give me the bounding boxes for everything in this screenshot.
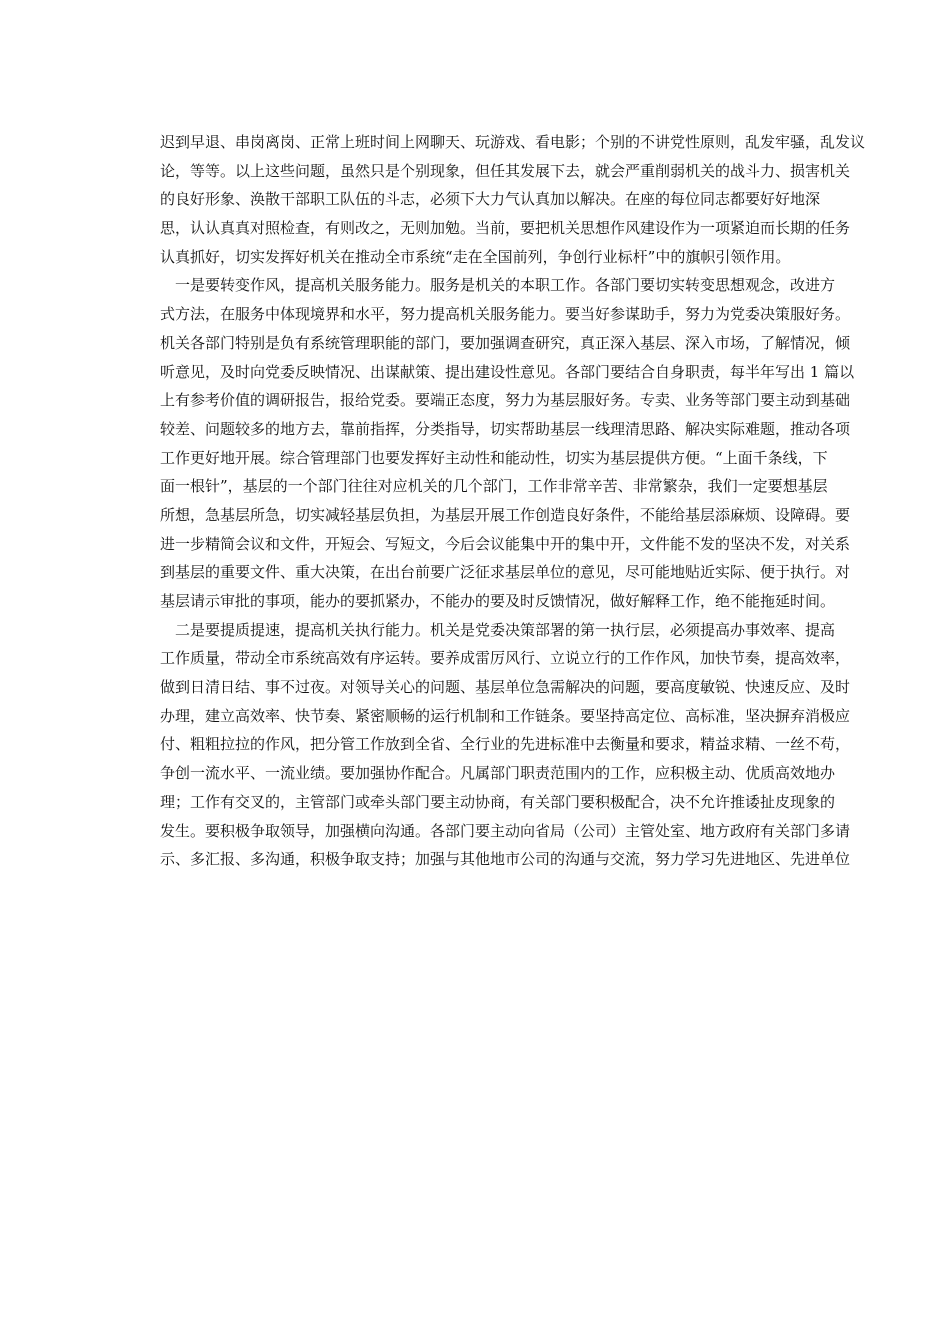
text-line: 机关各部门特别是负有系统管理职能的部门，要加强调查研究，真正深入基层、深入市场，了解情况，倾 — [160, 333, 851, 352]
text-line: 到基层的重要文件、重大决策，在出台前要广泛征求基层单位的意见，尽可能地贴近实际、便于执行。对 — [160, 563, 851, 582]
text-line: 面一根针”，基层的一个部门往往对应机关的几个部门，工作非常辛苦、非常繁杂，我们一定要想基层 — [160, 477, 828, 496]
text-line: 理；工作有交叉的，主管部门或牵头部门要主动协商，有关部门要积极配合，决不允许推诿扯皮现象的 — [160, 792, 836, 811]
paragraph-start-line: 一是要转变作风，提高机关服务能力。服务是机关的本职工作。各部门要切实转变思想观念，改进方 — [175, 276, 836, 295]
text-line: 论，等等。以上这些问题，虽然只是个别现象，但任其发展下去，就会严重削弱机关的战斗力、损害机关 — [160, 161, 851, 180]
text-line: 所想，急基层所急，切实减轻基层负担，为基层开展工作创造良好条件，不能给基层添麻烦、设障碍。要 — [160, 505, 851, 524]
text-line: 听意见，及时向党委反映情况、出谋献策、提出建设性意见。各部门要结合自身职责，每半年写出 1 篇以 — [160, 362, 855, 381]
text-line: 付、粗粗拉拉的作风，把分管工作放到全省、全行业的先进标准中去衡量和要求，精益求精、一丝不苟， — [160, 735, 851, 754]
text-line: 做到日清日结、事不过夜。对领导关心的问题、基层单位急需解决的问题，要高度敏锐、快速反应、及时 — [160, 678, 851, 697]
text-line: 工作更好地开展。综合管理部门也要发挥好主动性和能动性，切实为基层提供方便。“上面千条线，下 — [160, 448, 828, 467]
document-body — [160, 128, 866, 874]
text-line: 上有参考价值的调研报告，报给党委。要端正态度，努力为基层服好务。专卖、业务等部门要主动到基础 — [160, 391, 851, 410]
text-line: 示、多汇报、多沟通，积极争取支持；加强与其他地市公司的沟通与交流，努力学习先进地区、先进单位 — [160, 850, 851, 869]
text-line: 争创一流水平、一流业绩。要加强协作配合。凡属部门职责范围内的工作，应积极主动、优质高效地办 — [160, 764, 836, 783]
text-line: 工作质量，带动全市系统高效有序运转。要养成雷厉风行、立说立行的工作作风，加快节奏，提高效率， — [160, 649, 851, 668]
text-line: 式方法，在服务中体现境界和水平，努力提高机关服务能力。要当好参谋助手，努力为党委决策服好务。 — [160, 305, 851, 324]
text-line: 办理，建立高效率、快节奏、紧密顺畅的运行机制和工作链条。要坚持高定位、高标准，坚决摒弃消极应 — [160, 706, 851, 725]
text-line: 迟到早退、串岗离岗、正常上班时间上网聊天、玩游戏、看电影；个别的不讲党性原则，乱发牢骚，乱发议 — [160, 133, 866, 151]
text-line: 认真抓好，切实发挥好机关在推动全市系统“走在全国前列，争创行业标杆”中的旗帜引领作用。 — [160, 247, 791, 266]
text-line: 基层请示审批的事项，能办的要抓紧办，不能办的要及时反馈情况，做好解释工作，绝不能拖延时间。 — [160, 592, 836, 610]
text-line: 进一步精简会议和文件，开短会、写短文，今后会议能集中开的集中开，文件能不发的坚决不发，对关系 — [160, 534, 851, 553]
text-line: 较差、问题较多的地方去，靠前指挥，分类指导，切实帮助基层一线理清思路、解决实际难题，推动各项 — [160, 419, 851, 438]
text-line: 的良好形象、涣散干部职工队伍的斗志，必须下大力气认真加以解决。在座的每位同志都要好好地深 — [160, 190, 821, 209]
text-line: 思，认认真真对照检查，有则改之，无则加勉。当前，要把机关思想作风建设作为一项紧迫而长期的任务 — [160, 219, 851, 238]
paragraph-start-line: 二是要提质提速，提高机关执行能力。机关是党委决策部署的第一执行层，必须提高办事效率、提高 — [175, 620, 836, 639]
text-line: 发生。要积极争取领导，加强横向沟通。各部门要主动向省局（公司）主管处室、地方政府有关部门多请 — [160, 821, 851, 840]
